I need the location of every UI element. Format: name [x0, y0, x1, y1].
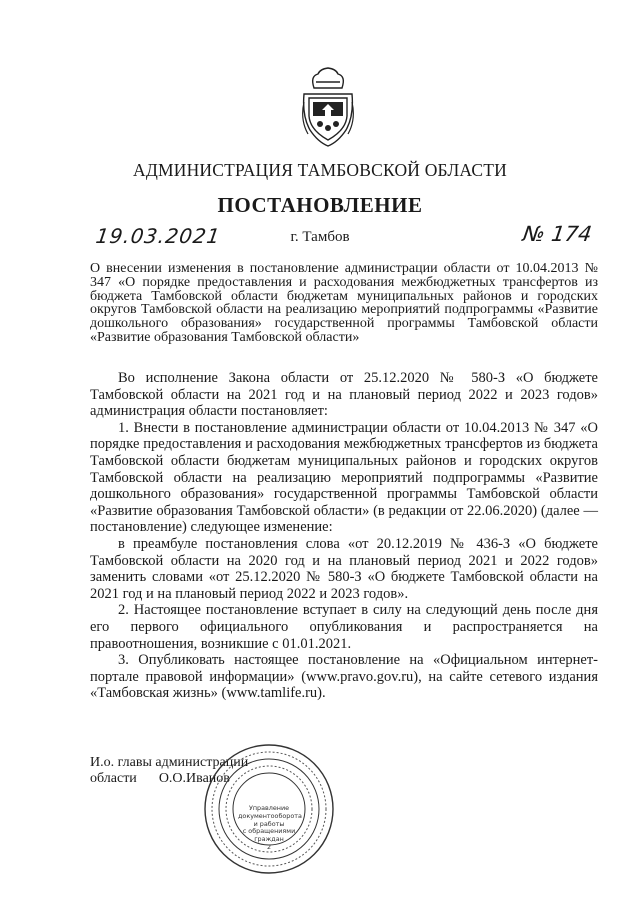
- coat-of-arms-emblem: [300, 66, 356, 148]
- document-subject: О внесении изменения в постановление администрации области от 10.04.2013 № 347 «О порядке предоставления и расходования межбюджетных трансфертов из бюджета Тамбовской области бюджетам муниципальных районов и городских округов Тамбовской области на реализацию мероприятий подпрограммы «Развитие дошкольного образования» государственной программы Тамбовской области «Развитие образования Тамбовской области»: [90, 261, 598, 345]
- handwritten-date: 19.03.2021: [94, 224, 223, 248]
- body-paragraph: 3. Опубликовать настоящее постановление на «Официальном интернет-портале правовой информации» (www.pravo.gov.ru), на сайте сетевого издания «Тамбовская жизнь» (www.tamlife.ru).: [90, 652, 598, 702]
- body-paragraph: в преамбуле постановления слова «от 20.12.2019 № 436-З «О бюджете Тамбовской области на 2020 год и на плановый период 2021 и 2022 годов» заменить словами «от 25.12.2020 № 580-З «О бюджете Тамбовской области на 2021 год и на плановый период 2022 и 2023 годов».: [90, 535, 598, 602]
- document-type-title: ПОСТАНОВЛЕНИЕ: [217, 193, 423, 217]
- stamp-line: Управление: [248, 804, 290, 812]
- signature-position: И.о. главы администрации: [90, 755, 249, 770]
- stamp-line: и работы: [253, 819, 285, 828]
- document-body: [90, 370, 598, 702]
- stamp-line: документооборота: [238, 811, 302, 820]
- stamp-line: с обращениями: [242, 827, 296, 836]
- body-paragraph: 1. Внести в постановление администрации области от 10.04.2013 № 347 «О порядке предоставления и расходования межбюджетных трансфертов из бюджета Тамбовской области бюджетам муниципальных районов и городских округов Тамбовской области на реализацию мероприятий подпрограммы «Развитие дошкольного образования» государственной программы Тамбовской области «Развитие образования Тамбовской области» (в редакции от 22.06.2020) (далее — постановление) следующее изменение:: [90, 419, 598, 536]
- organization-title: АДМИНИСТРАЦИЯ ТАМБОВСКОЙ ОБЛАСТИ: [133, 160, 507, 180]
- handwritten-document-number: № 174: [521, 222, 594, 246]
- stamp-center-text: [238, 805, 300, 852]
- body-paragraph: Во исполнение Закона области от 25.12.2020 № 580-З «О бюджете Тамбовской области на 2021 год и на плановый период 2022 и 2023 годов» администрация области постановляет:: [90, 370, 598, 420]
- city-label: г. Тамбов: [290, 229, 350, 245]
- stamp-line: 2: [266, 842, 272, 851]
- signature-position-cont: области: [90, 771, 137, 786]
- stamp-line: граждан: [254, 835, 284, 844]
- signatory-name: О.О.Иванов: [158, 771, 230, 786]
- body-paragraph: 2. Настоящее постановление вступает в силу на следующий день после дня его первого официального опубликования и распространяется на правоотношения, возникшие с 01.01.2021.: [90, 602, 598, 652]
